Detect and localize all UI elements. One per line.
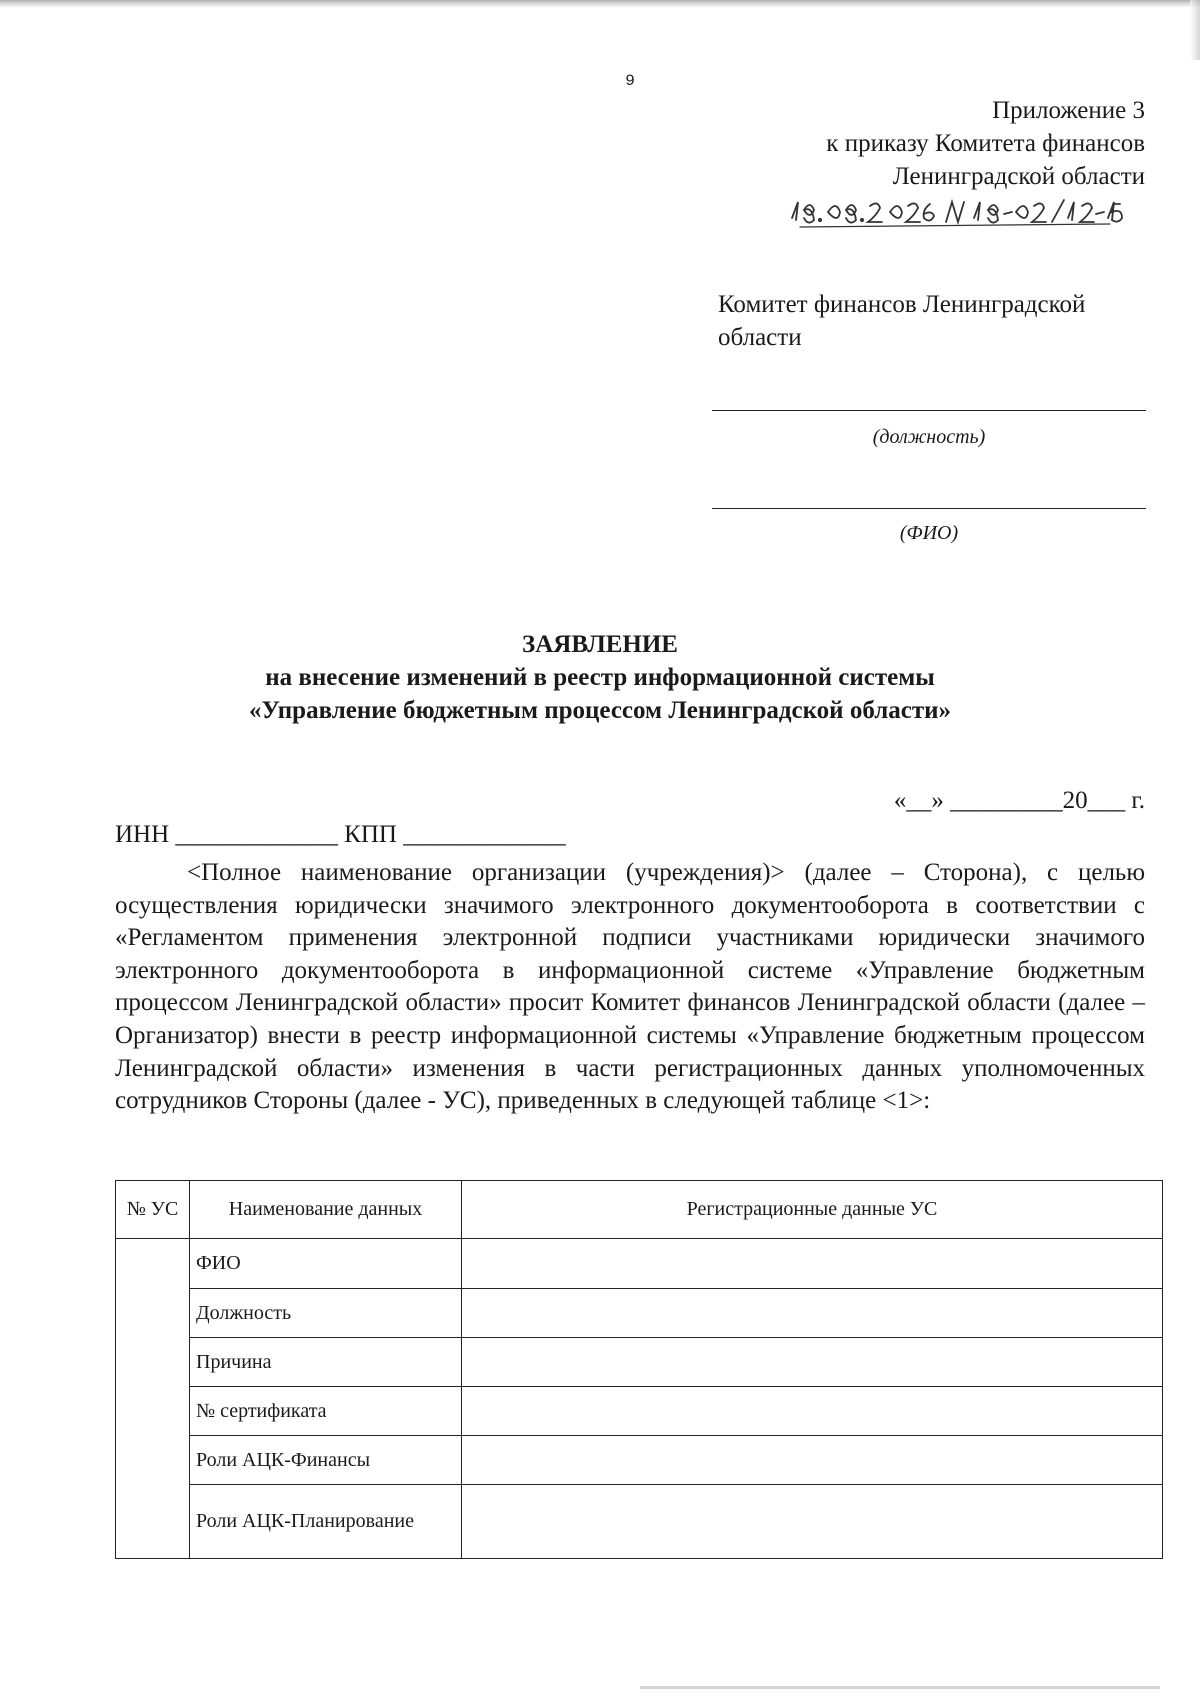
- row-label: ФИО: [190, 1239, 462, 1289]
- header-registration-data: Регистрационные данные УС: [462, 1181, 1163, 1239]
- title-main: ЗАЯВЛЕНИЕ: [522, 631, 678, 658]
- scan-edge-right: [1190, 0, 1200, 60]
- row-label: Роли АЦК-Финансы: [190, 1436, 462, 1485]
- title-line-2: на внесение изменений в реестр информационной системы: [265, 664, 935, 691]
- scan-edge-top: [0, 0, 1200, 8]
- value-cell: [462, 1239, 1163, 1289]
- body-paragraph: <Полное наименование организации (учреждения)> (далее – Сторона), с целью осуществления юридически значимого электронного документооборота в соответствии с «Регламентом применения электронной подписи участниками юридически значимого электронного документооборота в информационной системе «Управление бюджетным процессом Ленинградской области» просит Комитет финансов Ленинградской области (далее – Организатор) внести в реестр информационной системы «Управление бюджетным процессом Ленинградской области» изменения в части регистрационных данных уполномоченных сотрудников Стороны (далее - УС), приведенных в следующей таблице <1>:: [115, 859, 1145, 1115]
- inn-kpp-line: ИНН _____________ КПП _____________: [115, 821, 566, 848]
- fio-caption: (ФИО): [899, 522, 959, 544]
- document-title: [100, 628, 1100, 727]
- number-cell: [116, 1239, 190, 1559]
- table-row: [116, 1239, 1163, 1289]
- header-number: № УС: [116, 1181, 190, 1239]
- value-cell: [462, 1387, 1163, 1436]
- row-label: Причина: [190, 1338, 462, 1387]
- page-number: 9: [625, 72, 635, 90]
- header-data-name: Наименование данных: [190, 1181, 462, 1239]
- table-row: [116, 1338, 1163, 1387]
- registration-table: [115, 1180, 1163, 1559]
- handwritten-order-number: [790, 194, 1140, 230]
- table-row: [116, 1289, 1163, 1338]
- value-cell: [462, 1289, 1163, 1338]
- fio-blank-line: [712, 508, 1146, 509]
- addressee-name: Комитет финансов Ленинградской области: [718, 291, 1086, 351]
- row-label: Должность: [190, 1289, 462, 1338]
- row-label: № сертификата: [190, 1387, 462, 1436]
- title-line-3: «Управление бюджетным процессом Ленинградской области»: [248, 697, 952, 724]
- table-header-row: [116, 1181, 1163, 1239]
- appendix-header: [826, 94, 1145, 193]
- position-blank-line: [712, 410, 1146, 411]
- body-paragraph-block: [115, 857, 1145, 1118]
- value-cell: [462, 1436, 1163, 1485]
- table-row: [116, 1485, 1163, 1559]
- appendix-line-3: Ленинградской области: [892, 163, 1145, 190]
- date-line: «__» _________20___ г.: [893, 787, 1145, 814]
- table-row: [116, 1436, 1163, 1485]
- table-row: [116, 1387, 1163, 1436]
- value-cell: [462, 1338, 1163, 1387]
- row-label: Роли АЦК-Планирование: [190, 1485, 462, 1559]
- position-caption: (должность): [872, 426, 986, 448]
- appendix-line-1: Приложение 3: [992, 97, 1145, 124]
- appendix-line-2: к приказу Комитета финансов: [826, 130, 1145, 157]
- value-cell: [462, 1485, 1163, 1559]
- scan-edge-bottom: [640, 1686, 1160, 1689]
